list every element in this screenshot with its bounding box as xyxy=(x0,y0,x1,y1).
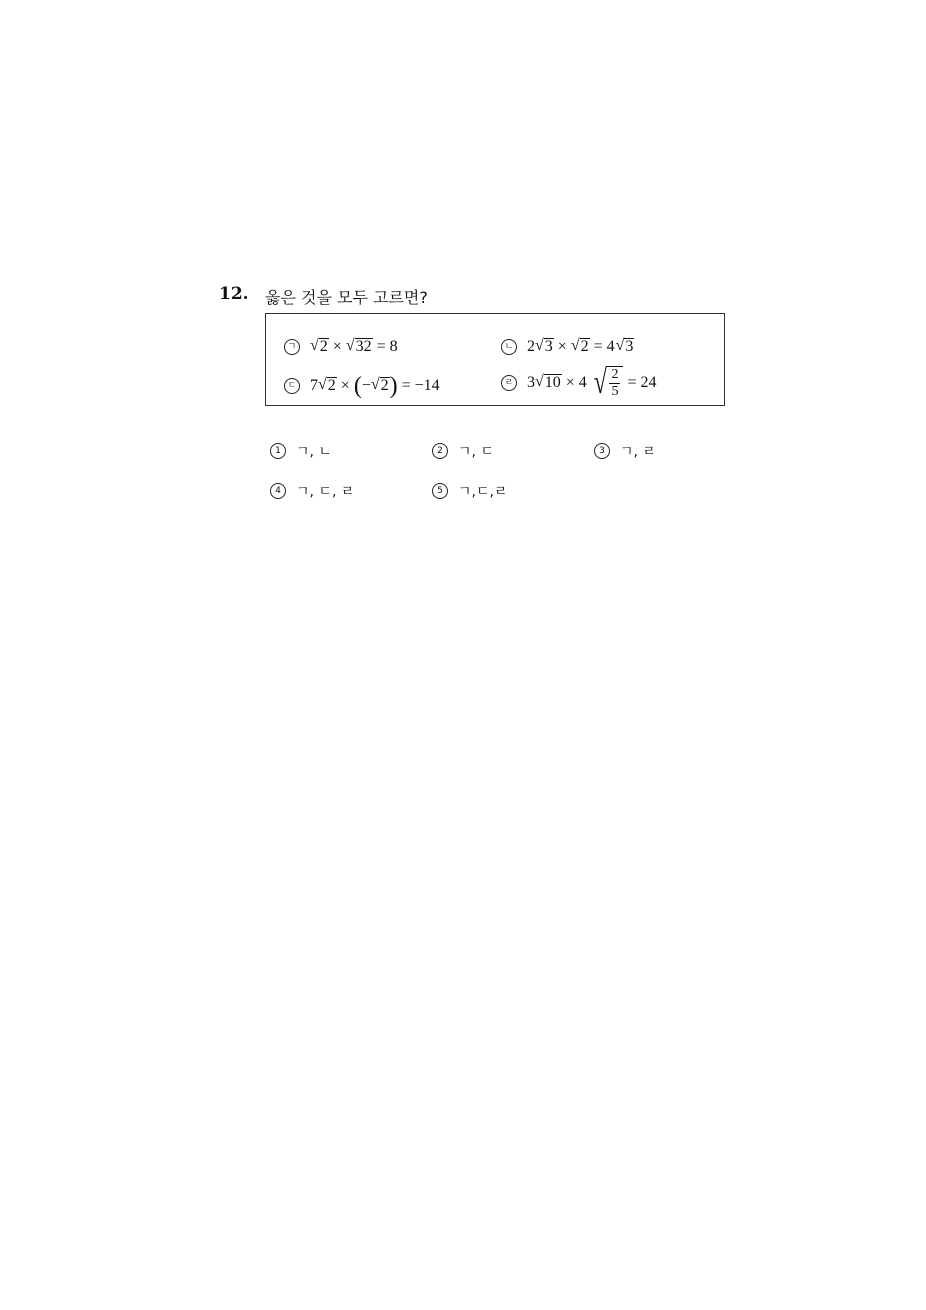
times-operator: × xyxy=(332,338,342,355)
choice-text: ㄱ, ㄴ xyxy=(296,444,332,460)
coefficient: 2 xyxy=(527,338,535,355)
sqrt-term: √ 2 xyxy=(318,376,336,395)
result-term: = 4 xyxy=(593,338,615,355)
fraction-denominator: 5 xyxy=(611,384,619,400)
result-term: = 24 xyxy=(627,374,657,392)
choice-text: ㄱ, ㄷ xyxy=(458,444,494,460)
statement-a xyxy=(284,338,402,356)
choice-1[interactable] xyxy=(270,441,332,461)
minus-sign: − xyxy=(361,377,371,394)
choice-3[interactable] xyxy=(594,441,656,461)
fraction-numerator: 2 xyxy=(609,367,620,384)
result-term: = −14 xyxy=(401,377,440,394)
choice-number: 3 xyxy=(594,443,610,459)
coefficient: 7 xyxy=(310,377,318,394)
choice-2[interactable] xyxy=(432,441,494,461)
choice-5[interactable] xyxy=(432,481,507,501)
statement-d xyxy=(501,366,661,400)
sqrt-term: √ 3 xyxy=(535,337,553,356)
times-operator: × xyxy=(340,377,350,394)
sqrt-term: √ 10 xyxy=(535,373,561,392)
sqrt-term: √ 2 xyxy=(310,337,328,356)
statement-a-marker: ㄱ xyxy=(284,339,300,355)
choice-text: ㄱ, ㄷ, ㄹ xyxy=(296,484,355,500)
left-paren: ( xyxy=(353,373,362,399)
statement-c-marker: ㄷ xyxy=(284,378,300,394)
choice-number: 5 xyxy=(432,483,448,499)
choice-text: ㄱ,ㄷ,ㄹ xyxy=(458,484,508,500)
coefficient: 3 xyxy=(527,374,535,392)
times-operator: × xyxy=(557,338,567,355)
choice-number: 4 xyxy=(270,483,286,499)
right-paren: ) xyxy=(389,373,398,399)
choice-number: 2 xyxy=(432,443,448,459)
sqrt-fraction: √ $\frac{2}{5}$ xyxy=(591,366,624,400)
sqrt-term: √ 3 xyxy=(615,337,634,356)
result-term: = 8 xyxy=(376,338,398,355)
sqrt-term: √ 2 xyxy=(370,376,389,395)
choice-number: 1 xyxy=(270,443,286,459)
sqrt-term: √ 32 xyxy=(345,337,372,356)
statement-c xyxy=(284,374,444,398)
statement-b xyxy=(501,338,634,356)
choice-text: ㄱ, ㄹ xyxy=(620,444,656,460)
question-text: 옳은 것을 모두 고르면? xyxy=(265,288,428,307)
statement-d-marker: ㄹ xyxy=(501,375,517,391)
statement-b-marker: ㄴ xyxy=(501,339,517,355)
sqrt-term: √ 2 xyxy=(570,337,589,356)
choice-4[interactable] xyxy=(270,481,354,501)
question-number: 12. xyxy=(219,284,249,304)
times-operator: × 4 xyxy=(565,374,587,392)
